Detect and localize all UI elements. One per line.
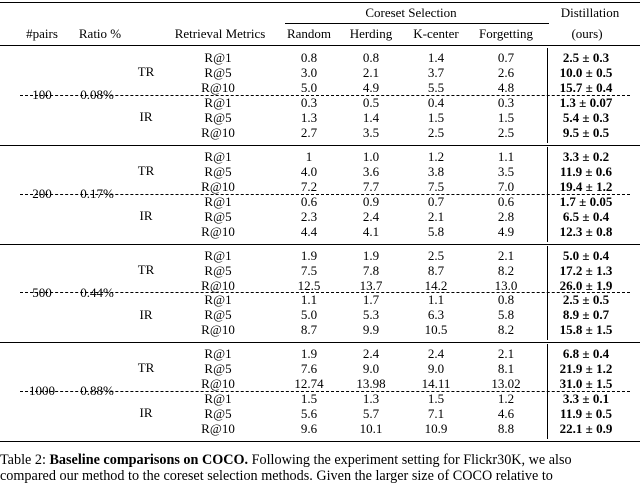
- group-rule: [0, 145, 640, 146]
- kcenter-cell: 5.8: [427, 223, 445, 239]
- random-cell: 0.6: [300, 193, 318, 209]
- top-rule: [0, 2, 640, 3]
- kcenter-cell: 14.2: [424, 277, 448, 293]
- random-cell: 1.1: [300, 292, 318, 308]
- herding-cell: 3.5: [362, 124, 380, 140]
- forgetting-cell: 4.8: [497, 79, 515, 95]
- kcenter-cell: 7.1: [427, 406, 445, 422]
- forgetting-cell: 2.1: [497, 346, 515, 362]
- header-pairs: #pairs: [26, 26, 58, 41]
- metric-cell: R@5: [204, 307, 232, 323]
- kcenter-cell: 1.2: [427, 148, 445, 164]
- forgetting-cell: 3.5: [497, 163, 515, 179]
- herding-cell: 10.1: [359, 421, 383, 437]
- herding-cell: 7.8: [362, 262, 380, 278]
- herding-cell: 3.6: [362, 163, 380, 179]
- header-retrieval-metrics: Retrieval Metrics: [174, 26, 266, 41]
- herding-cell: 5.3: [362, 307, 380, 323]
- metric-cell: R@5: [204, 109, 232, 125]
- kcenter-cell: 5.5: [427, 79, 445, 95]
- herding-cell: 4.1: [362, 223, 380, 239]
- forgetting-cell: 1.5: [497, 109, 515, 125]
- herding-cell: 9.0: [362, 361, 380, 377]
- caption-title: Baseline comparisons on COCO.: [49, 452, 249, 468]
- distillation-cell: 26.0 ± 1.9: [559, 277, 613, 293]
- herding-cell: 13.7: [359, 277, 383, 293]
- ir-label: IR: [139, 306, 153, 322]
- kcenter-cell: 2.1: [427, 208, 445, 224]
- forgetting-cell: 2.6: [497, 64, 515, 80]
- forgetting-cell: 13.0: [494, 277, 518, 293]
- ratio-cell: 0.88%: [80, 383, 114, 399]
- kcenter-cell: 10.9: [424, 421, 448, 437]
- tr-label: TR: [137, 64, 155, 79]
- ir-label: IR: [139, 109, 153, 124]
- distillation-cell: 6.5 ± 0.4: [562, 208, 610, 224]
- random-cell: 5.6: [300, 406, 318, 422]
- distillation-cell: 15.7 ± 0.4: [559, 79, 613, 95]
- random-cell: 1: [305, 148, 313, 164]
- distillation-cell: 2.5 ± 0.5: [562, 292, 610, 308]
- random-cell: 4.4: [300, 223, 318, 239]
- pairs-cell: 500: [32, 284, 52, 300]
- random-cell: 7.5: [300, 262, 318, 278]
- ratio-cell: 0.17%: [80, 185, 114, 201]
- metric-cell: R@1: [204, 148, 232, 164]
- distillation-cell: 5.4 ± 0.3: [562, 109, 610, 125]
- metric-cell: R@10: [201, 124, 235, 140]
- ir-label: IR: [139, 207, 153, 223]
- caption-text-1: Following the experiment setting for Flickr30K, we also: [248, 452, 572, 468]
- distillation-cell: 12.3 ± 0.8: [559, 223, 613, 239]
- random-cell: 8.7: [300, 322, 318, 338]
- tr-label: TR: [137, 261, 155, 277]
- table-caption: [0, 452, 640, 484]
- header-distillation: Distillation: [560, 5, 620, 20]
- metric-cell: R@10: [201, 376, 235, 392]
- random-cell: 5.0: [300, 79, 318, 95]
- herding-cell: 5.7: [362, 406, 380, 422]
- kcenter-cell: 2.5: [427, 124, 445, 140]
- group-rule: [0, 342, 640, 343]
- random-cell: 12.5: [297, 277, 321, 293]
- group-rule: [0, 244, 640, 245]
- metric-cell: R@10: [201, 178, 235, 194]
- distillation-cell: 1.7 ± 0.05: [559, 193, 613, 209]
- bottom-rule: [0, 441, 640, 442]
- forgetting-cell: 13.02: [491, 376, 521, 392]
- header-herding: Herding: [349, 26, 393, 41]
- kcenter-cell: 1.1: [427, 292, 445, 308]
- kcenter-cell: 0.4: [427, 94, 445, 110]
- metric-cell: R@1: [204, 346, 232, 362]
- kcenter-cell: 8.7: [427, 262, 445, 278]
- forgetting-cell: 0.7: [497, 50, 515, 65]
- random-cell: 5.0: [300, 307, 318, 323]
- metric-cell: R@5: [204, 262, 232, 278]
- distillation-cell: 9.5 ± 0.5: [562, 124, 610, 140]
- header-forgetting: Forgetting: [479, 26, 533, 41]
- forgetting-cell: 5.8: [497, 307, 515, 323]
- ratio-cell: 0.44%: [80, 284, 114, 300]
- distillation-cell: 22.1 ± 0.9: [559, 421, 613, 437]
- tr-ir-divider: [20, 95, 630, 96]
- distillation-cell: 11.9 ± 0.6: [560, 163, 612, 179]
- distillation-cell: 21.9 ± 1.2: [559, 361, 613, 377]
- kcenter-cell: 3.7: [427, 64, 445, 80]
- forgetting-cell: 2.8: [497, 208, 515, 224]
- random-cell: 12.74: [294, 376, 324, 392]
- header-ratio: Ratio %: [78, 26, 122, 41]
- random-cell: 0.3: [300, 94, 318, 110]
- forgetting-cell: 0.8: [497, 292, 515, 308]
- herding-cell: 9.9: [362, 322, 380, 338]
- herding-cell: 2.4: [362, 208, 380, 224]
- metric-cell: R@5: [204, 406, 232, 422]
- metric-cell: R@1: [204, 292, 232, 308]
- herding-cell: 1.3: [362, 391, 380, 407]
- pairs-cell: 100: [32, 87, 52, 102]
- forgetting-cell: 0.6: [497, 193, 515, 209]
- distillation-cell: 1.3 ± 0.07: [559, 94, 613, 110]
- distillation-cell: 2.5 ± 0.3: [562, 50, 610, 65]
- herding-cell: 1.7: [362, 292, 380, 308]
- herding-cell: 1.0: [362, 148, 380, 164]
- herding-cell: 0.9: [362, 193, 380, 209]
- forgetting-cell: 8.1: [497, 361, 515, 377]
- random-cell: 4.0: [300, 163, 318, 179]
- random-cell: 0.8: [300, 50, 318, 65]
- distillation-cell: 19.4 ± 1.2: [559, 178, 613, 194]
- header-random: Random: [286, 26, 332, 41]
- forgetting-cell: 8.8: [497, 421, 515, 437]
- metric-cell: R@1: [204, 50, 232, 65]
- random-cell: 1.9: [300, 346, 318, 362]
- distillation-cell: 8.9 ± 0.7: [562, 307, 610, 323]
- distillation-cell: 3.3 ± 0.1: [562, 391, 610, 407]
- metric-cell: R@5: [204, 208, 232, 224]
- caption-line-1: [0, 452, 640, 468]
- random-cell: 3.0: [300, 64, 318, 80]
- random-cell: 1.5: [300, 391, 318, 407]
- kcenter-cell: 2.4: [427, 346, 445, 362]
- metric-cell: R@1: [204, 391, 232, 407]
- random-cell: 2.7: [300, 124, 318, 140]
- kcenter-cell: 2.5: [427, 247, 445, 263]
- herding-cell: 2.4: [362, 346, 380, 362]
- herding-cell: 4.9: [362, 79, 380, 95]
- kcenter-cell: 10.5: [424, 322, 448, 338]
- kcenter-cell: 0.7: [427, 193, 445, 209]
- kcenter-cell: 9.0: [427, 361, 445, 377]
- metric-cell: R@5: [204, 163, 232, 179]
- forgetting-cell: 2.1: [497, 247, 515, 263]
- random-cell: 1.9: [300, 247, 318, 263]
- herding-cell: 0.8: [362, 50, 380, 65]
- distillation-cell: 17.2 ± 1.3: [559, 262, 613, 278]
- random-cell: 7.2: [300, 178, 318, 194]
- metric-cell: R@10: [201, 322, 235, 338]
- header-kcenter: K-center: [413, 26, 459, 41]
- random-cell: 7.6: [300, 361, 318, 377]
- herding-cell: 1.9: [362, 247, 380, 263]
- metric-cell: R@10: [201, 421, 235, 437]
- metric-cell: R@10: [201, 223, 235, 239]
- ratio-cell: 0.08%: [80, 87, 114, 102]
- forgetting-cell: 4.6: [497, 406, 515, 422]
- metric-cell: R@10: [201, 79, 235, 95]
- metric-cell: R@10: [201, 277, 235, 293]
- forgetting-cell: 8.2: [497, 322, 515, 338]
- herding-cell: 0.5: [362, 94, 380, 110]
- herding-cell: 7.7: [362, 178, 380, 194]
- kcenter-cell: 1.5: [427, 391, 445, 407]
- distillation-cell: 6.8 ± 0.4: [562, 346, 610, 362]
- kcenter-cell: 7.5: [427, 178, 445, 194]
- forgetting-cell: 4.9: [497, 223, 515, 239]
- metric-cell: R@5: [204, 361, 232, 377]
- tr-ir-divider: [20, 194, 630, 195]
- coreset-subheader-rule: [285, 23, 549, 24]
- tr-label: TR: [137, 162, 155, 178]
- pairs-cell: 1000: [29, 383, 55, 399]
- kcenter-cell: 3.8: [427, 163, 445, 179]
- caption-line-2: compared our method to the coreset selection methods. Given the larger size of COCO relative to: [0, 468, 553, 484]
- kcenter-cell: 14.11: [421, 376, 451, 392]
- forgetting-cell: 1.2: [497, 391, 515, 407]
- tr-ir-divider: [20, 292, 630, 293]
- metric-cell: R@1: [204, 193, 232, 209]
- distillation-cell: 31.0 ± 1.5: [559, 376, 613, 392]
- pairs-cell: 200: [32, 185, 52, 201]
- forgetting-cell: 7.0: [497, 178, 515, 194]
- herding-cell: 13.98: [356, 376, 386, 392]
- distillation-cell: 5.0 ± 0.4: [562, 247, 610, 263]
- distillation-cell: 10.0 ± 0.5: [559, 64, 613, 80]
- forgetting-cell: 1.1: [497, 148, 515, 164]
- distillation-cell: 3.3 ± 0.2: [562, 148, 610, 164]
- random-cell: 1.3: [300, 109, 318, 125]
- header-coreset-selection: Coreset Selection: [365, 5, 457, 20]
- metric-cell: R@1: [204, 94, 232, 110]
- header-rule: [0, 45, 640, 46]
- kcenter-cell: 1.4: [427, 50, 445, 65]
- metric-cell: R@1: [204, 247, 232, 263]
- header-ours: (ours): [571, 26, 603, 41]
- ir-label: IR: [139, 405, 153, 421]
- kcenter-cell: 6.3: [427, 307, 445, 323]
- herding-cell: 2.1: [362, 64, 380, 80]
- forgetting-cell: 8.2: [497, 262, 515, 278]
- distillation-cell: 11.9 ± 0.5: [560, 406, 612, 422]
- tr-ir-divider: [20, 391, 630, 392]
- random-cell: 9.6: [300, 421, 318, 437]
- caption-label: Table 2:: [0, 452, 50, 468]
- herding-cell: 1.4: [362, 109, 380, 125]
- distillation-cell: 15.8 ± 1.5: [559, 322, 613, 338]
- kcenter-cell: 1.5: [427, 109, 445, 125]
- forgetting-cell: 0.3: [497, 94, 515, 110]
- tr-label: TR: [137, 360, 155, 376]
- forgetting-cell: 2.5: [497, 124, 515, 140]
- metric-cell: R@5: [204, 64, 232, 80]
- random-cell: 2.3: [300, 208, 318, 224]
